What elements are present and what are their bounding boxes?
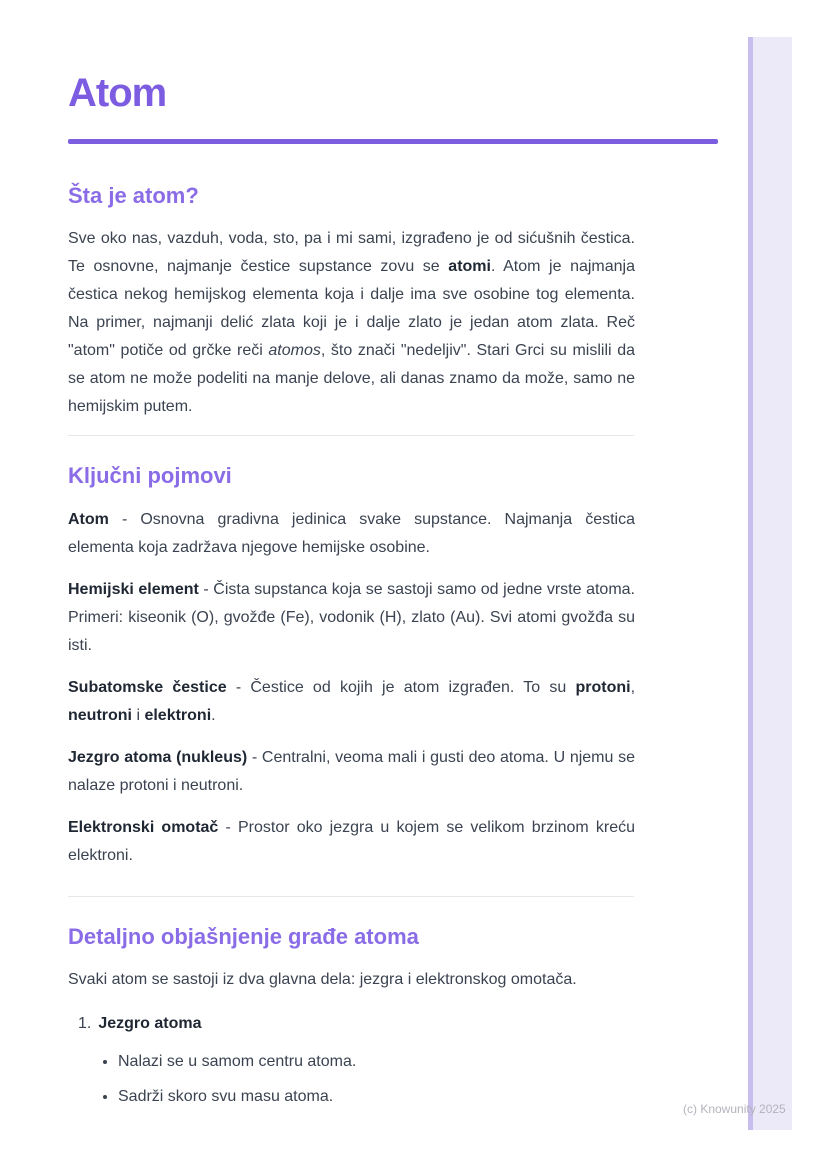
intro-paragraph: Sve oko nas, vazduh, voda, sto, pa i mi sami, izgrađeno je od sićušnih čestica. Te osnovne, najmanje čestice supstance zovu se atomi. Atom je najmanja čestica nekog hemijskog elementa koja i dalje ima sve osobine tog elementa. Na primer, najmanji delić zlata koji je i dalje zlato je jedan atom zlata. Reč "atom" potiče od grčke reči atomos, što znači "nedeljiv". Stari Grci su mislili da se atom ne može podeliti na manje delove, ali danas znamo da može, samo ne hemijskim putem. xyxy=(68,230,636,415)
ordered-list-item-jezgro xyxy=(78,1010,635,1038)
detail-lead-paragraph: Svaki atom se sastoji iz dva glavna dela: jezgra i elektronskog omotača. xyxy=(68,971,577,988)
section-detailed-structure xyxy=(68,923,635,1111)
section-what-is-atom xyxy=(68,182,635,421)
section-heading-detailed-structure: Detaljno objašnjenje građe atoma xyxy=(68,924,419,949)
section-divider xyxy=(68,896,634,897)
section-key-terms xyxy=(68,462,635,870)
definition-elektronski-omotac: Elektronski omotač - Prostor oko jezgra u kojem se velikom brzinom kreću elektroni. xyxy=(68,819,635,864)
title-divider xyxy=(68,139,718,144)
bullet-item: • Sadrži skoro svu masu atoma. xyxy=(118,1083,635,1111)
section-heading-key-terms: Ključni pojmovi xyxy=(68,463,232,488)
page-margin-strip xyxy=(748,37,792,1130)
definition-jezgro-atoma: Jezgro atoma (nukleus) - Centralni, veoma mali i gusti deo atoma. U njemu se nalaze protoni i neutroni. xyxy=(68,749,635,794)
section-divider xyxy=(68,435,634,436)
list-item-label: Jezgro atoma xyxy=(98,1015,202,1032)
definition-subatomske-cestice: Subatomske čestice - Čestice od kojih je atom izgrađen. To su protoni, neutroni i elektroni. xyxy=(68,679,636,724)
document-content xyxy=(68,0,635,1118)
definition-atom: Atom - Osnovna gradivna jedinica svake supstance. Najmanja čestica elementa koja zadržava njegove hemijske osobine. xyxy=(68,511,635,556)
page-title: Atom xyxy=(68,71,167,115)
definition-hemijski-element: Hemijski element - Čista supstanca koja se sastoji samo od jedne vrste atoma. Primeri: kiseonik (O), gvožđe (Fe), vodonik (H), zlato (Au). Svi atomi gvožđa su isti. xyxy=(68,581,635,654)
jezgro-bullet-list xyxy=(68,1048,635,1111)
list-item-number: 1. xyxy=(78,1015,92,1032)
bullet-item: • Nalazi se u samom centru atoma. xyxy=(118,1048,635,1076)
footer-credit: (c) Knowunity 2025 xyxy=(683,1102,786,1116)
section-heading-what-is-atom: Šta je atom? xyxy=(68,183,199,208)
